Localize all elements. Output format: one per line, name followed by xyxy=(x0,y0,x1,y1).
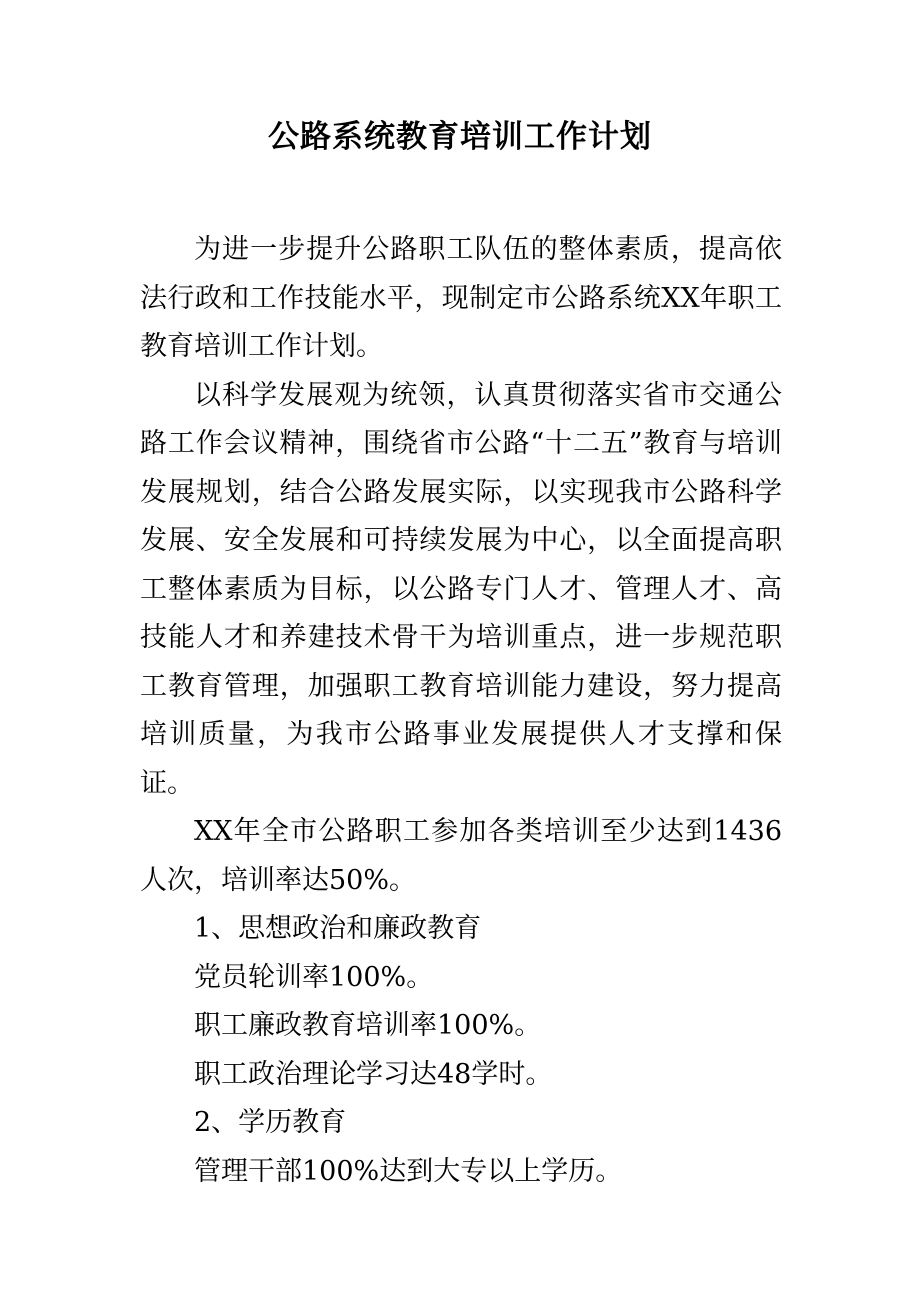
management-degree-item: 管理干部100%达到大专以上学历。 xyxy=(194,1155,623,1187)
training-target-paragraph: XX年全市公路职工参加各类培训至少达到1436人次，培训率达50%。 xyxy=(140,816,782,896)
document-body xyxy=(140,226,782,1196)
guiding-principle-paragraph: 以科学发展观为统领，认真贯彻落实省市交通公路工作会议精神，围绕省市公路“十二五”教育与培训发展规划，结合公路发展实际，以实现我市公路科学发展、安全发展和可持续发展为中心，以全面提高职工整体素质为目标，以公路专门人才、管理人才、高技能人才和养建技术骨干为培训重点，进一步规范职工教育管理，加强职工教育培训能力建设，努力提高培训质量，为我市公路事业发展提供人才支撑和保证。 xyxy=(140,379,782,799)
party-member-training-item: 党员轮训率100%。 xyxy=(194,961,434,993)
political-theory-study-item: 职工政治理论学习达48学时。 xyxy=(194,1058,553,1090)
page-title: 公路系统教育培训工作计划 xyxy=(268,119,652,155)
section-heading-academic-education: 2、学历教育 xyxy=(194,1107,347,1138)
intro-paragraph: 为进一步提升公路职工队伍的整体素质，提高依法行政和工作技能水平，现制定市公路系统XX年职工教育培训工作计划。 xyxy=(140,234,782,362)
section-heading-political-education: 1、思想政治和廉政教育 xyxy=(194,913,482,944)
integrity-training-item: 职工廉政教育培训率100%。 xyxy=(194,1010,542,1041)
